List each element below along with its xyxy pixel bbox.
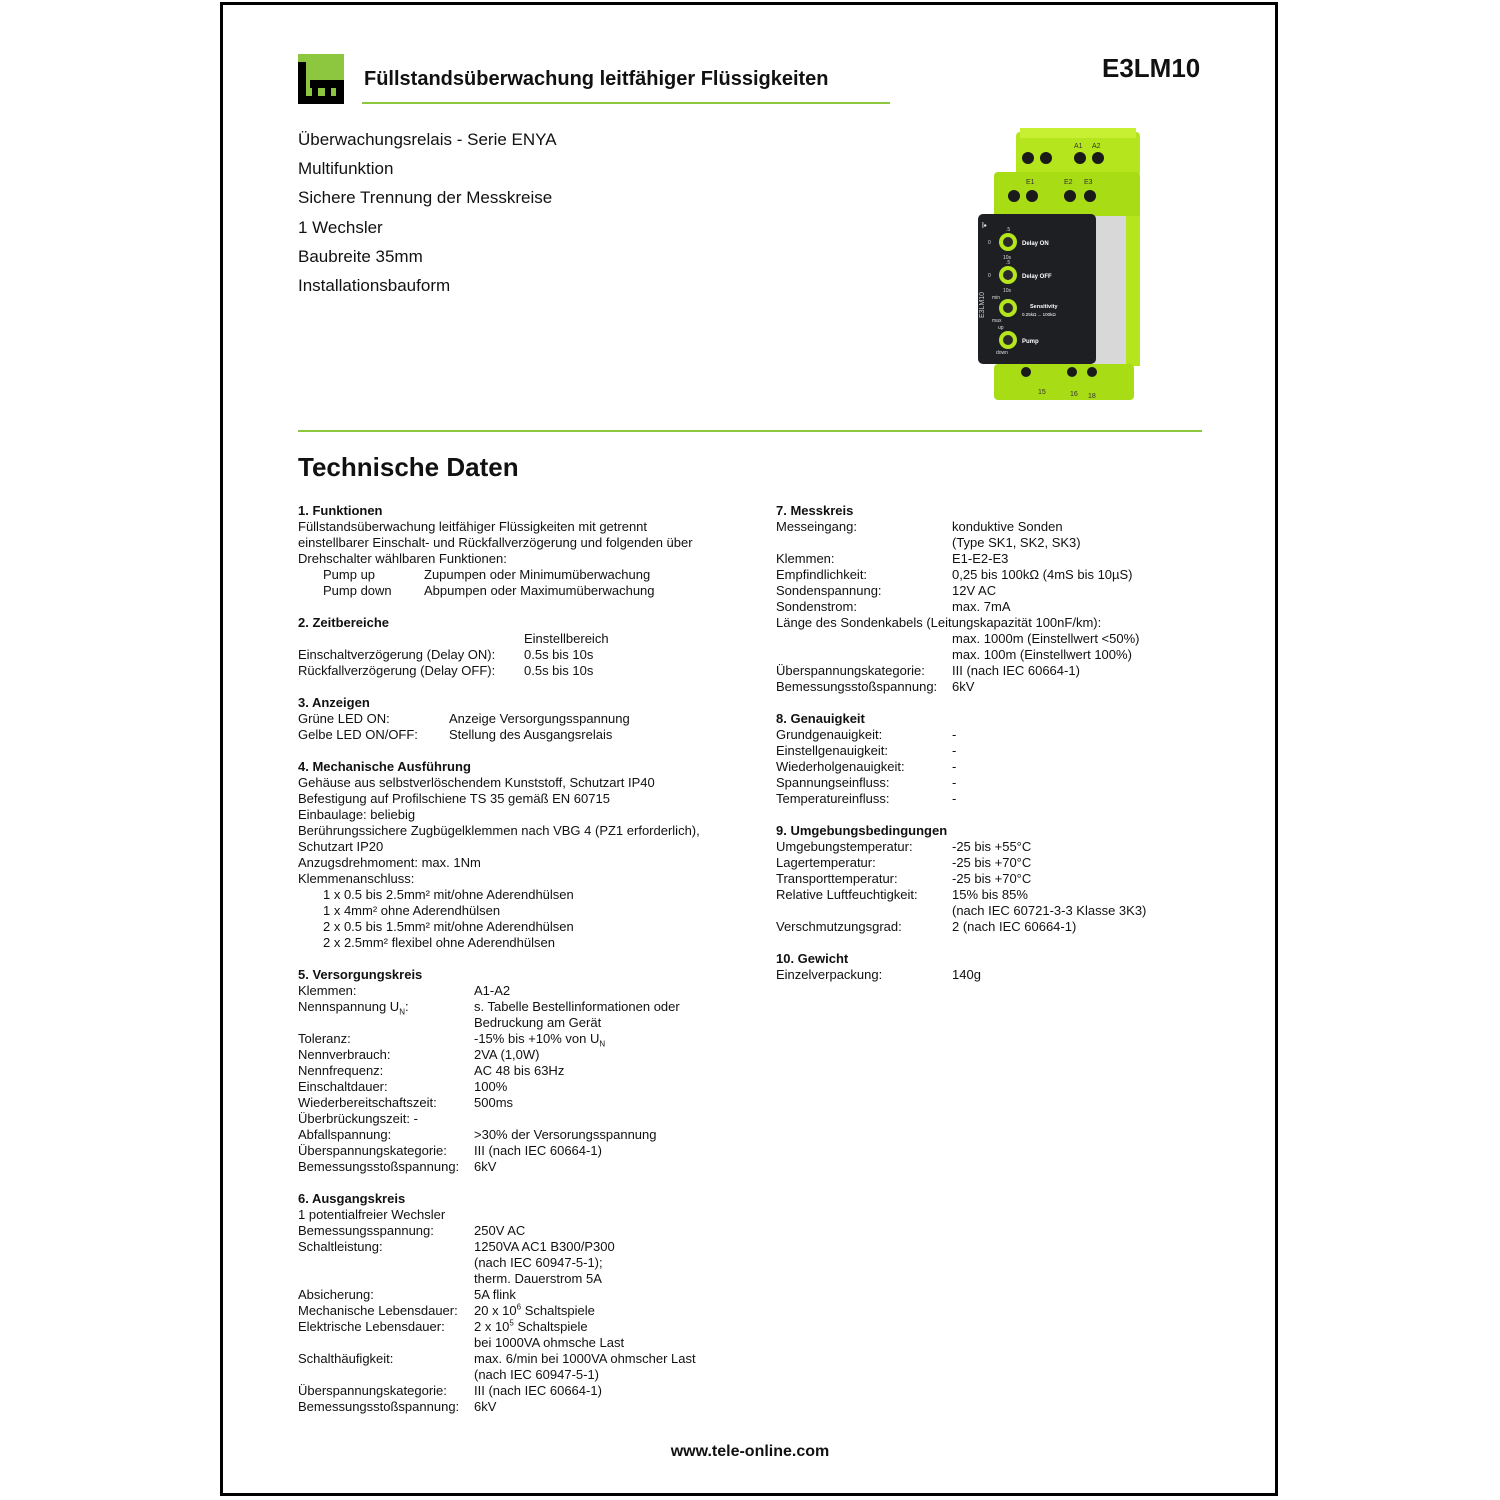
spec-row: Transporttemperatur: -25 bis +70°C — [776, 871, 1032, 886]
text-line: 1 x 0.5 bis 2.5mm² mit/ohne Aderendhülsen — [323, 887, 574, 902]
spec-row: Elektrische Lebensdauer: 2 x $10^5$ Schaltspiele — [298, 1318, 588, 1334]
svg-text:.5: .5 — [1006, 227, 1011, 233]
spec-row: max. 1000m (Einstellwert <50%) — [952, 631, 1140, 646]
svg-text:10s: 10s — [1003, 255, 1012, 261]
feature-item: Sichere Trennung der Messkreise — [298, 188, 553, 208]
spec-row: max. 100m (Einstellwert 100%) — [952, 647, 1132, 662]
text-line: Schutzart IP20 — [298, 839, 384, 854]
document-title: Füllstandsüberwachung leitfähiger Flüssigkeiten — [364, 68, 829, 90]
spec-row: Wiederbereitschaftszeit: 500ms — [298, 1095, 514, 1110]
tele-logo-icon — [298, 54, 344, 104]
spec-row: Klemmen: E1-E2-E3 — [776, 551, 1009, 566]
terminal-label: E2 — [1064, 179, 1073, 186]
spec-row: Pump down Abpumpen oder Maximumüberwachung — [323, 583, 655, 598]
spec-row: Einzelverpackung: 140g — [776, 967, 981, 982]
spec-row: Überspannungskategorie: III (nach IEC 60664-1) — [298, 1143, 602, 1158]
spec-row: Wiederholgenauigkeit: - — [776, 759, 957, 774]
spec-row: Messeingang: konduktive Sonden — [776, 519, 1063, 534]
svg-text:Pump: Pump — [1022, 339, 1039, 345]
spec-row: bei 1000VA ohmsche Last — [474, 1335, 625, 1350]
text-line: 2 x 0.5 bis 1.5mm² mit/ohne Aderendhülsen — [323, 919, 574, 934]
svg-text:.5: .5 — [1006, 260, 1011, 266]
section-heading: 6. Ausgangskreis — [298, 1191, 406, 1206]
spec-row: Grundgenauigkeit: - — [776, 727, 957, 742]
model-number: E3LM10 — [1102, 53, 1201, 83]
svg-text:0.25kΩ ... 100kΩ: 0.25kΩ ... 100kΩ — [1022, 312, 1056, 317]
footer-url[interactable]: www.tele-online.com — [670, 1443, 830, 1460]
column-header: Einstellbereich — [524, 631, 609, 646]
svg-text:Sensitivity: Sensitivity — [1030, 304, 1058, 310]
spec-row: Schalthäufigkeit: max. 6/min bei 1000VA ohmscher Last — [298, 1351, 696, 1366]
terminal-label: A2 — [1092, 143, 1101, 150]
svg-text:0: 0 — [988, 240, 991, 246]
spec-row: Nennspannung $U_N$: s. Tabelle Bestellinformationen oder — [298, 999, 680, 1017]
spec-row: Toleranz: -15% bis +10% von $U_N$ — [298, 1031, 606, 1049]
relay-device-image — [976, 128, 1148, 406]
device-model-label: E3LM10 — [979, 291, 986, 318]
text-line: einstellbarer Einschalt- und Rückfallverzögerung und folgenden über — [298, 535, 693, 550]
spec-row: Einschaltdauer: 100% — [298, 1079, 508, 1094]
section-heading: 3. Anzeigen — [298, 695, 370, 710]
feature-item: Baubreite 35mm — [298, 246, 423, 266]
spec-row: Nennverbrauch: 2VA (1,0W) — [298, 1047, 540, 1062]
terminal-label: 18 — [1088, 393, 1096, 400]
spec-row: Überbrückungszeit: - — [298, 1111, 418, 1126]
spec-row: Bemessungsspannung: 250V AC — [298, 1223, 526, 1238]
spec-row: Einstellgenauigkeit: - — [776, 743, 957, 758]
terminal-label: A1 — [1074, 143, 1083, 150]
text-line: 1 potentialfreier Wechsler — [298, 1207, 446, 1222]
section-heading: 2. Zeitbereiche — [298, 615, 390, 630]
text-line: Berührungssichere Zugbügelklemmen nach VBG 4 (PZ1 erforderlich), — [298, 823, 700, 838]
section-heading: 10. Gewicht — [776, 951, 849, 966]
section-heading: 7. Messkreis — [776, 503, 854, 518]
spec-row: Relative Luftfeuchtigkeit: 15% bis 85% — [776, 887, 1028, 902]
feature-list — [298, 125, 557, 300]
spec-row: Bemessungsstoßspannung: 6kV — [298, 1399, 497, 1414]
spec-row: Klemmen: A1-A2 — [298, 983, 511, 998]
terminal-label: E1 — [1026, 179, 1035, 186]
spec-row: Pump up Zupumpen oder Minimumüberwachung — [323, 567, 651, 582]
section-ambient — [776, 823, 1196, 935]
spec-row: Länge des Sondenkabels (Leitungskapazität 100nF/km): — [776, 615, 1102, 630]
feature-item: 1 Wechsler — [298, 217, 383, 237]
svg-text:min: min — [992, 295, 1001, 301]
text-line: Drehschalter wählbaren Funktionen: — [298, 551, 507, 566]
text-line: Füllstandsüberwachung leitfähiger Flüssigkeiten mit getrennt — [298, 519, 648, 534]
spec-row: (nach IEC 60947-5-1); — [474, 1255, 603, 1270]
section-heading: 8. Genauigkeit — [776, 711, 865, 726]
section-weight — [776, 951, 1196, 983]
section-divider — [298, 430, 1202, 432]
spec-row: Grüne LED ON: Anzeige Versorgungsspannung — [298, 711, 630, 726]
spec-row: Spannungseinfluss: - — [776, 775, 957, 790]
spec-row: Nennfrequenz: AC 48 bis 63Hz — [298, 1063, 565, 1078]
svg-text:down: down — [996, 350, 1008, 356]
spec-column-left — [298, 503, 738, 1431]
terminal-label: 15 — [1038, 389, 1046, 396]
spec-row: Rückfallverzögerung (Delay OFF): 0.5s bis 10s — [298, 663, 594, 678]
spec-row: Temperatureinfluss: - — [776, 791, 957, 806]
mini-logo-icon: l▪ — [982, 221, 987, 230]
spec-row: Sondenstrom: max. 7mA — [776, 599, 1011, 614]
section-mechanical — [298, 759, 738, 951]
spec-row: Bemessungsstoßspannung: 6kV — [776, 679, 975, 694]
spec-row: Umgebungstemperatur: -25 bis +55°C — [776, 839, 1032, 854]
feature-item: Installationsbauform — [298, 276, 451, 296]
spec-row: (nach IEC 60947-5-1) — [474, 1367, 600, 1382]
spec-column-right — [776, 503, 1196, 999]
spec-row: Empfindlichkeit: 0,25 bis 100kΩ (4mS bis 10µS) — [776, 567, 1133, 582]
section-heading: 5. Versorgungskreis — [298, 967, 423, 982]
text-line: Anzugsdrehmoment: max. 1Nm — [298, 855, 481, 870]
text-line: Klemmenanschluss: — [298, 871, 415, 886]
section-supply — [298, 967, 738, 1175]
text-line: Befestigung auf Profilschiene TS 35 gemäß EN 60715 — [298, 791, 610, 806]
spec-row: Sondenspannung: 12V AC — [776, 583, 997, 598]
svg-text:up: up — [998, 325, 1004, 331]
svg-text:Delay OFF: Delay OFF — [1022, 274, 1052, 280]
section-heading: 1. Funktionen — [298, 503, 383, 518]
text-line: Gehäuse aus selbstverlöschendem Kunststoff, Schutzart IP40 — [298, 775, 655, 790]
terminal-label: 16 — [1070, 391, 1078, 398]
section-output — [298, 1191, 738, 1415]
spec-row: (nach IEC 60721-3-3 Klasse 3K3) — [952, 903, 1147, 918]
spec-row: Abfallspannung: >30% der Versorungsspannung — [298, 1127, 657, 1142]
spec-row: Bedruckung am Gerät — [474, 1015, 602, 1030]
svg-text:0: 0 — [988, 273, 991, 279]
svg-text:10s: 10s — [1003, 288, 1012, 294]
text-line: 1 x 4mm² ohne Aderendhülsen — [323, 903, 501, 918]
tech-data-title: Technische Daten — [298, 452, 519, 482]
spec-row: Schaltleistung: 1250VA AC1 B300/P300 — [298, 1239, 615, 1254]
svg-text:Delay ON: Delay ON — [1022, 241, 1049, 247]
spec-row: therm. Dauerstrom 5A — [474, 1271, 602, 1286]
section-accuracy — [776, 711, 1196, 807]
svg-text:max: max — [992, 318, 1002, 324]
section-heading: 9. Umgebungsbedingungen — [776, 823, 948, 838]
section-indicators — [298, 695, 738, 743]
spec-row: Lagertemperatur: -25 bis +70°C — [776, 855, 1032, 870]
terminal-label: E3 — [1084, 179, 1093, 186]
feature-item: Überwachungsrelais - Serie ENYA — [298, 130, 557, 149]
spec-row: Absicherung: 5A flink — [298, 1287, 516, 1302]
spec-row: Mechanische Lebensdauer: 20 x $10^6$ Schaltspiele — [298, 1302, 595, 1318]
spec-row: Gelbe LED ON/OFF: Stellung des Ausgangsrelais — [298, 727, 613, 742]
spec-row: Überspannungskategorie: III (nach IEC 60664-1) — [298, 1383, 602, 1398]
text-line: Einbaulage: beliebig — [298, 807, 416, 822]
spec-row: Einschaltverzögerung (Delay ON): 0.5s bis 10s — [298, 647, 594, 662]
spec-row: (Type SK1, SK2, SK3) — [952, 535, 1081, 550]
spec-row: Verschmutzungsgrad: 2 (nach IEC 60664-1) — [776, 919, 1077, 934]
section-functions — [298, 503, 738, 599]
spec-row: Überspannungskategorie: III (nach IEC 60664-1) — [776, 663, 1080, 678]
spec-row: Bemessungsstoßspannung: 6kV — [298, 1159, 497, 1174]
section-measuring-circuit — [776, 503, 1196, 695]
section-time-ranges — [298, 615, 738, 679]
header-divider — [362, 102, 890, 104]
feature-item: Multifunktion — [298, 159, 394, 179]
section-heading: 4. Mechanische Ausführung — [298, 759, 471, 774]
text-line: 2 x 2.5mm² flexibel ohne Aderendhülsen — [323, 935, 555, 950]
